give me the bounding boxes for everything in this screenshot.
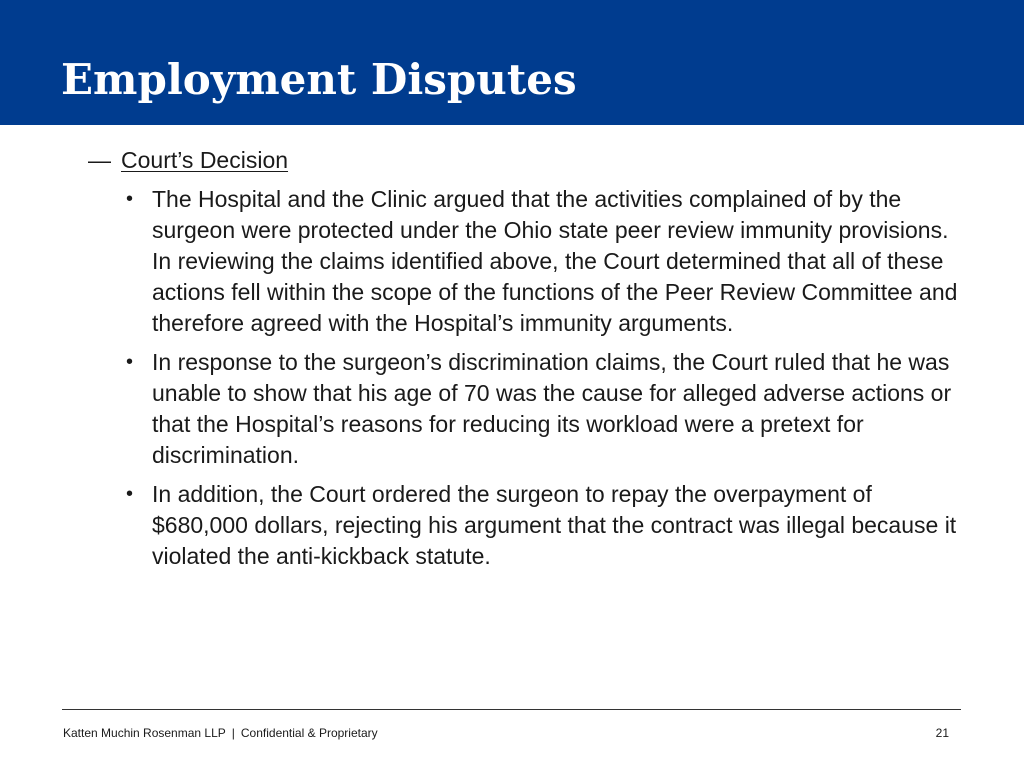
bullet-icon: •: [126, 483, 134, 505]
title-banner: [0, 0, 1024, 125]
bullet-item: [88, 184, 968, 339]
page-number: 21: [935, 726, 949, 740]
section-heading: [88, 145, 968, 176]
em-dash-marker: —: [88, 147, 111, 173]
bullet-item: [88, 479, 968, 572]
bullet-text: The Hospital and the Clinic argued that the activities complained of by the surgeon were protected under the Ohio state peer review immunity provisions. In reviewing the claims identified above, the Court determined that all of these actions fell within the scope of the functions of the Peer Review Committee and therefore agreed with the Hospital’s immunity arguments.: [152, 186, 958, 336]
slide-title: Employment Disputes: [61, 55, 577, 104]
bullet-text: In addition, the Court ordered the surgeon to repay the overpayment of $680,000 dollars, rejecting his argument that the contract was illegal because it violated the anti-kickback statute.: [152, 481, 957, 569]
bullet-icon: •: [126, 351, 134, 373]
bullet-item: [88, 347, 968, 471]
bullet-text: In response to the surgeon’s discrimination claims, the Court ruled that he was unable to show that his age of 70 was the cause for alleged adverse actions or that the Hospital’s reasons for reducing its workload were a pretext for discrimination.: [152, 349, 952, 468]
footer-divider: [62, 709, 961, 710]
footer-firm: Katten Muchin Rosenman LLP: [63, 726, 226, 740]
bullet-list: [88, 184, 968, 572]
footer-confidential: Confidential & Proprietary: [240, 726, 378, 740]
footer-separator: |: [231, 726, 235, 740]
bullet-icon: •: [126, 188, 134, 210]
slide-content: [88, 145, 968, 580]
section-label: Court’s Decision: [121, 147, 289, 173]
footer-text: [63, 725, 378, 741]
